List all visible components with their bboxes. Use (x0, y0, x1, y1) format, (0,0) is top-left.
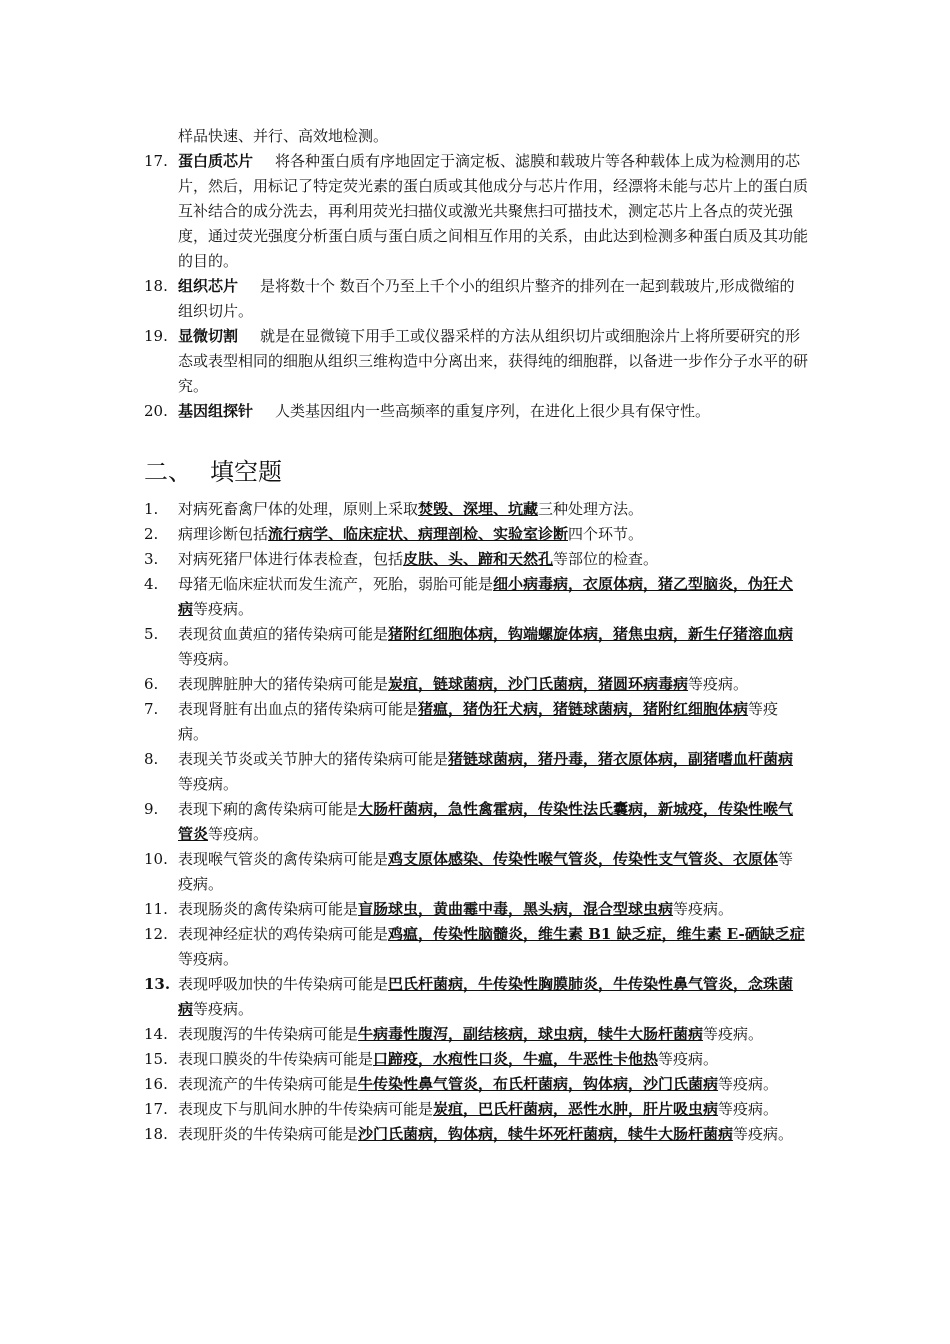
question-text: 表现腹泻的牛传染病可能是 (178, 1025, 359, 1043)
answer-text: 鸡支原体感染、传染性喉气管炎，传染性支气管炎、衣原体 (388, 850, 779, 868)
fill-blank-item (144, 672, 808, 697)
question-text: 表现口膜炎的牛传染病可能是 (178, 1050, 374, 1068)
item-number: 17. (144, 1100, 168, 1118)
definitions-section (144, 124, 808, 424)
question-suffix: 等疫病。 (193, 600, 254, 618)
fill-blank-item (144, 1122, 808, 1147)
question-suffix: 等疫病。 (178, 700, 779, 743)
fill-blank-item (144, 897, 808, 922)
question-suffix: 等疫病。 (208, 825, 269, 843)
item-number: 2. (144, 525, 159, 543)
item-number: 3. (144, 550, 159, 568)
question-suffix: 等疫病。 (718, 1075, 779, 1093)
fill-blank-item (144, 497, 808, 522)
question-suffix: 等部位的检查。 (553, 550, 659, 568)
question-suffix: 等疫病。 (193, 1000, 254, 1018)
answer-text: 细小病毒病，衣原体病，猪乙型脑炎，伪狂犬病 (178, 575, 794, 618)
item-number: 1. (144, 500, 159, 518)
fill-blank-item (144, 572, 808, 622)
answer-text: 猪瘟，猪伪狂犬病，猪链球菌病，猪附红细胞体病 (418, 700, 749, 718)
item-number: 6. (144, 675, 159, 693)
answer-text: 猪链球菌病，猪丹毒，猪衣原体病，副猪嗜血杆菌病 (448, 750, 794, 768)
question-suffix: 三种处理方法。 (538, 500, 644, 518)
question-text: 表现肾脏有出血点的猪传染病可能是 (178, 700, 419, 718)
question-text: 表现流产的牛传染病可能是 (178, 1075, 359, 1093)
question-text: 表现皮下与肌间水肿的牛传染病可能是 (178, 1100, 434, 1118)
definition-text: 将各种蛋白质有序地固定于滴定板、滤膜和载玻片等各种载体上成为检测用的芯片，然后，用标记了特定荧光素的蛋白质或其他成分与芯片作用，经漂将未能与芯片上的蛋白质互补结合的成分洗去，再利用荧光扫描仪或激光共聚焦扫可描技术，测定芯片上各点的荧光强度，通过荧光强度分析蛋白质与蛋白质之间相互作用的关系，由此达到检测多种蛋白质及其功能的目的。 (178, 152, 809, 270)
section-number: 二、 (144, 458, 192, 486)
fill-blank-item (144, 1047, 808, 1072)
fill-blank-item (144, 697, 808, 747)
item-number: 18. (144, 277, 168, 295)
item-number: 9. (144, 800, 159, 818)
question-text: 表现贫血黄疸的猪传染病可能是 (178, 625, 389, 643)
definition-term: 蛋白质芯片 (178, 152, 254, 170)
item-number: 7. (144, 700, 159, 718)
question-suffix: 等疫病。 (178, 950, 239, 968)
question-suffix: 等疫病。 (178, 650, 239, 668)
answer-text: 大肠杆菌病，急性禽霍病，传染性法氏囊病，新城疫，传染性喉气管炎 (178, 800, 794, 843)
question-text: 表现关节炎或关节肿大的猪传染病可能是 (178, 750, 449, 768)
fill-blank-item (144, 1097, 808, 1122)
continuation-text: 样品快速、并行、高效地检测。 (178, 127, 389, 145)
item-number: 4. (144, 575, 159, 593)
fill-blank-item (144, 547, 808, 572)
section-title: 填空题 (210, 458, 282, 486)
answer-text: 皮肤、头、蹄和天然孔 (403, 550, 554, 568)
question-suffix: 四个环节。 (568, 525, 644, 543)
fill-blank-section (144, 497, 808, 1147)
answer-text: 巴氏杆菌病，牛传染性胸膜肺炎，牛传染性鼻气管炎，念珠菌病 (178, 975, 794, 1018)
question-text: 表现脾脏肿大的猪传染病可能是 (178, 675, 389, 693)
answer-text: 牛传染性鼻气管炎，布氏杆菌病，钩体病，沙门氏菌病 (358, 1075, 719, 1093)
question-suffix: 等疫病。 (178, 775, 239, 793)
answer-text: 猪附红细胞体病，钩端螺旋体病，猪焦虫病，新生仔猪溶血病 (388, 625, 794, 643)
answer-text: 沙门氏菌病，钩体病，犊牛坏死杆菌病，犊牛大肠杆菌病 (358, 1125, 734, 1143)
question-text: 母猪无临床症状而发生流产，死胎，弱胎可能是 (178, 575, 494, 593)
fill-blank-item (144, 747, 808, 797)
item-number: 19. (144, 327, 168, 345)
question-suffix: 等疫病。 (673, 900, 734, 918)
fill-blank-item (144, 797, 808, 847)
item-number: 15. (144, 1050, 168, 1068)
question-text: 对病死畜禽尸体的处理，原则上采取 (178, 500, 419, 518)
item-number: 16. (144, 1075, 168, 1093)
definition-item (144, 399, 808, 424)
item-number: 5. (144, 625, 159, 643)
fill-blank-item (144, 922, 808, 972)
definition-term: 显微切割 (178, 327, 239, 345)
question-text: 表现呼吸加快的牛传染病可能是 (178, 975, 389, 993)
definition-term: 组织芯片 (178, 277, 239, 295)
question-suffix: 等疫病。 (688, 675, 749, 693)
item-number: 17. (144, 152, 168, 170)
answer-text: 口蹄疫，水疱性口炎，牛瘟，牛恶性卡他热 (373, 1050, 659, 1068)
item-number: 10. (144, 850, 168, 868)
item-number: 8. (144, 750, 159, 768)
answer-text: 炭疽，链球菌病，沙门氏菌病，猪圆环病毒病 (388, 675, 689, 693)
item-number: 11. (144, 900, 168, 918)
fill-blank-item (144, 522, 808, 547)
fill-blank-item (144, 622, 808, 672)
question-text: 表现神经症状的鸡传染病可能是 (178, 925, 389, 943)
definition-text: 就是在显微镜下用手工或仪器采样的方法从组织切片或细胞涂片上将所要研究的形态或表型相同的细胞从组织三维构造中分离出来，获得纯的细胞群，以备进一步作分子水平的研究。 (178, 327, 809, 395)
definition-text: 人类基因组内一些高频率的重复序列，在进化上很少具有保守性。 (275, 402, 711, 420)
question-text: 表现肝炎的牛传染病可能是 (178, 1125, 359, 1143)
item-number: 12. (144, 925, 168, 943)
question-text: 对病死猪尸体进行体表检查，包括 (178, 550, 404, 568)
item-number: 18. (144, 1125, 168, 1143)
answer-text: 盲肠球虫，黄曲霉中毒，黑头病，混合型球虫病 (358, 900, 674, 918)
question-suffix: 等疫病。 (178, 850, 794, 893)
definition-term: 基因组探针 (178, 402, 254, 420)
question-text: 表现肠炎的禽传染病可能是 (178, 900, 359, 918)
answer-text: 鸡瘟，传染性脑髓炎，维生素 B1 缺乏症，维生素 E-硒缺乏症 (388, 925, 805, 943)
definition-text: 是将数十个 数百个乃至上千个小的组织片整齐的排列在一起到载玻片,形成微缩的组织切片。 (178, 277, 795, 320)
question-suffix: 等疫病。 (733, 1125, 794, 1143)
question-text: 病理诊断包括 (178, 525, 269, 543)
answer-text: 牛病毒性腹泻，副结核病，球虫病，犊牛大肠杆菌病 (358, 1025, 704, 1043)
fill-blank-item (144, 1022, 808, 1047)
item-number: 14. (144, 1025, 168, 1043)
question-text: 表现喉气管炎的禽传染病可能是 (178, 850, 389, 868)
answer-text: 焚毁、深埋、坑藏 (418, 500, 539, 518)
definition-item (144, 324, 808, 399)
question-suffix: 等疫病。 (703, 1025, 764, 1043)
item-number: 20. (144, 402, 168, 420)
item-number: 13. (144, 975, 171, 993)
question-suffix: 等疫病。 (658, 1050, 719, 1068)
fill-blank-item (144, 847, 808, 897)
section-heading (144, 455, 282, 489)
answer-text: 炭疽，巴氏杆菌病，恶性水肿，肝片吸虫病 (433, 1100, 719, 1118)
definition-item (144, 149, 808, 274)
definition-item (144, 274, 808, 324)
question-suffix: 等疫病。 (718, 1100, 779, 1118)
fill-blank-item (144, 1072, 808, 1097)
answer-text: 流行病学、临床症状、病理剖检、实验室诊断 (268, 525, 569, 543)
fill-blank-item (144, 972, 808, 1022)
question-text: 表现下痢的禽传染病可能是 (178, 800, 359, 818)
